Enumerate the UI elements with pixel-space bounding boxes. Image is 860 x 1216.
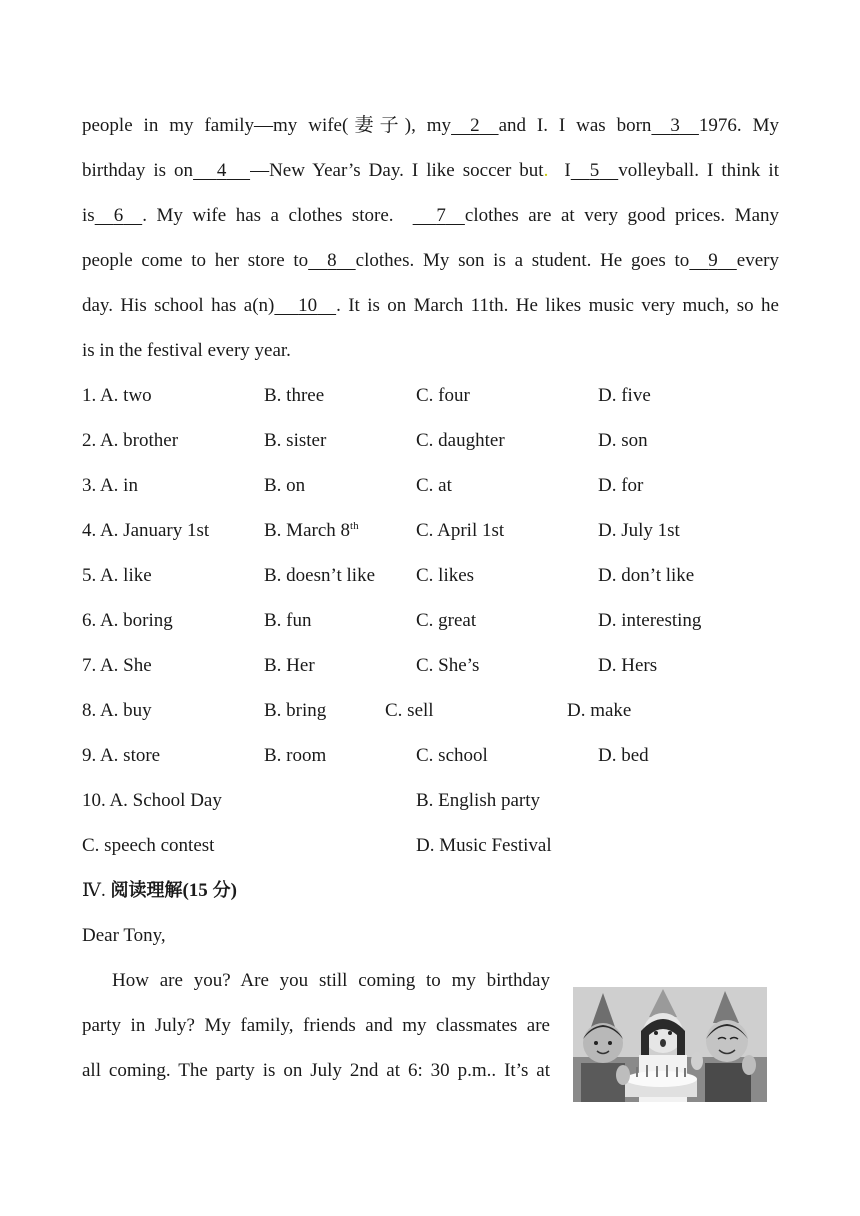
passage-text: people come to her store to	[82, 250, 309, 271]
option-7c: C. She’s	[416, 655, 480, 676]
passage-text: clothes are at very good prices. Many	[464, 205, 780, 226]
option-8a: 8. A. buy	[82, 700, 152, 721]
option-10d: D. Music Festival	[416, 835, 552, 856]
option-4c: C. April 1st	[416, 520, 505, 541]
blank-number: 8	[327, 250, 337, 271]
option-4a: 4. A. January 1st	[82, 520, 210, 541]
option-1a: 1. A. two	[82, 385, 152, 406]
option-10a: 10. A. School Day	[82, 790, 222, 811]
passage-text: every	[736, 250, 779, 271]
option-9c: C. school	[416, 745, 488, 766]
option-3d: D. for	[598, 475, 644, 496]
option-3c: C. at	[416, 475, 452, 496]
passage-text: I	[564, 160, 571, 181]
letter-line: party in July? My family, friends and my classmates are	[82, 1015, 550, 1036]
passage-text: 1976. My	[698, 115, 779, 136]
option-10c: C. speech contest	[82, 835, 215, 856]
blank-number: 3	[670, 115, 680, 136]
letter-line: How are you? Are you still coming to my birthday	[112, 970, 550, 991]
blank-8	[308, 249, 356, 273]
option-8d: D. make	[567, 700, 632, 721]
option-5a: 5. A. like	[82, 565, 152, 586]
blank-7	[413, 204, 465, 228]
blank-number: 6	[113, 205, 124, 226]
option-2c: C. daughter	[416, 430, 505, 451]
passage-line	[82, 114, 779, 138]
option-1d: D. five	[598, 385, 651, 406]
option-1b: B. three	[264, 385, 325, 406]
passage-text: volleyball. I think it	[618, 160, 779, 181]
passage-text: —New Year’s Day. I like soccer but	[250, 160, 544, 181]
blank-number: 2	[470, 115, 480, 136]
option-2a: 2. A. brother	[82, 430, 179, 451]
passage-text: birthday is on	[82, 160, 194, 181]
passage-text: . My wife has a clothes store.	[142, 205, 394, 226]
blank-2	[451, 114, 499, 138]
blank-number: 9	[708, 250, 718, 271]
option-10b: B. English party	[416, 790, 541, 811]
blank-number: 7	[436, 205, 446, 226]
birthday-party-illustration	[573, 987, 767, 1102]
option-4b-text: B. March 8	[264, 520, 351, 541]
option-8c: C. sell	[385, 700, 434, 721]
passage-text: people in my family—my wife(妻子), my	[82, 115, 452, 136]
blank-4	[193, 159, 250, 183]
passage-text: and I. I was born	[498, 115, 652, 136]
section-heading	[82, 879, 237, 903]
letter-greeting: Dear Tony,	[82, 925, 166, 946]
passage-text: day. His school has a(n)	[82, 295, 275, 316]
option-3b: B. on	[264, 475, 306, 496]
option-7a: 7. A. She	[82, 655, 152, 676]
option-5c: C. likes	[416, 565, 475, 586]
blank-9	[689, 249, 737, 273]
option-5d: D. don’t like	[598, 565, 695, 586]
option-7b: B. Her	[264, 655, 315, 676]
option-4b	[264, 519, 359, 543]
option-6d: D. interesting	[598, 610, 702, 631]
blank-6	[95, 204, 143, 228]
blank-5	[571, 159, 619, 183]
blank-number: 4	[216, 160, 227, 181]
passage-line	[82, 204, 779, 228]
superscript: th	[350, 520, 359, 532]
option-2d: D. son	[598, 430, 648, 451]
option-8b: B. bring	[264, 700, 327, 721]
section-number: Ⅳ.	[82, 880, 106, 901]
section-score-close: )	[230, 880, 237, 901]
section-score: (15	[182, 880, 208, 901]
option-9d: D. bed	[598, 745, 649, 766]
option-4d: D. July 1st	[598, 520, 680, 541]
blank-number: 10	[298, 295, 318, 316]
passage-text: is	[82, 205, 95, 226]
passage-text: . It is on March 11th. He likes music very much, so he	[336, 295, 779, 316]
section-score-unit: 分	[212, 880, 231, 901]
option-5b: B. doesn’t like	[264, 565, 376, 586]
letter-line: all coming. The party is on July 2nd at 6: 30 p.m.. It’s at	[82, 1060, 550, 1081]
option-9b: B. room	[264, 745, 327, 766]
blank-3	[651, 114, 699, 138]
passage-line: is in the festival every year.	[82, 340, 291, 361]
stray-mark: .	[543, 160, 549, 181]
option-3a: 3. A. in	[82, 475, 138, 496]
birthday-party-photo	[573, 987, 767, 1102]
option-2b: B. sister	[264, 430, 327, 451]
option-1c: C. four	[416, 385, 470, 406]
option-6a: 6. A. boring	[82, 610, 173, 631]
option-6b: B. fun	[264, 610, 312, 631]
passage-line	[82, 294, 779, 318]
option-9a: 9. A. store	[82, 745, 161, 766]
passage-line	[82, 159, 779, 183]
blank-10	[274, 294, 336, 318]
passage-text: clothes. My son is a student. He goes to	[355, 250, 690, 271]
passage-line	[82, 249, 779, 273]
option-7d: D. Hers	[598, 655, 658, 676]
option-6c: C. great	[416, 610, 477, 631]
section-title: 阅读理解	[110, 880, 183, 901]
blank-number: 5	[589, 160, 600, 181]
